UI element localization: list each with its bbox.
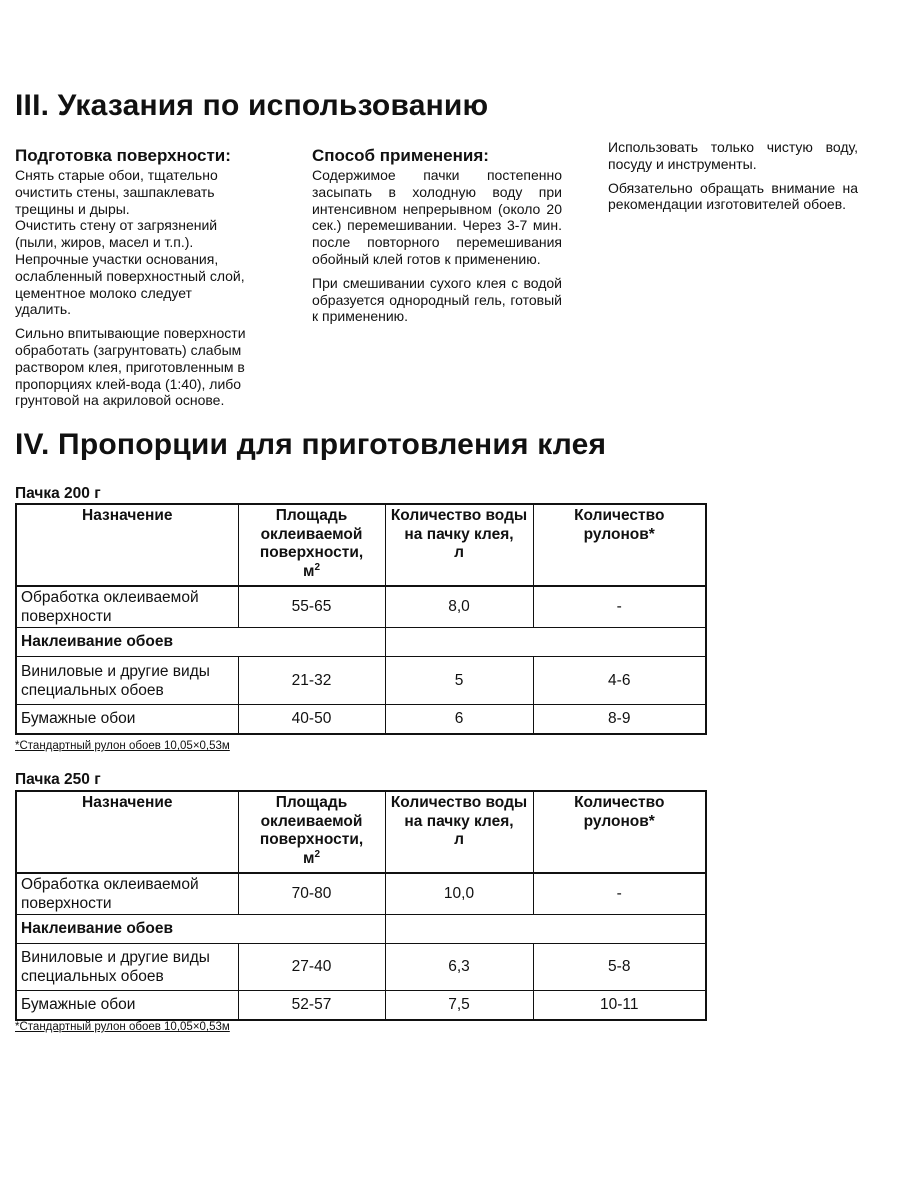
header-area-sup: 2 — [314, 848, 321, 860]
header-rolls: Количество рулонов* — [533, 791, 706, 873]
header-water — [385, 791, 533, 873]
table-row — [16, 944, 706, 991]
application-method-heading: Способ применения: — [312, 146, 489, 165]
pack-250-footnote: *Стандартный рулон обоев 10,05×0,53м — [15, 1021, 230, 1033]
row-rolls: - — [533, 586, 706, 628]
table-row — [16, 586, 706, 628]
application-method-column — [312, 146, 562, 332]
text-line: цементное молоко следует — [15, 284, 192, 301]
row-water: 6 — [385, 705, 533, 734]
pack-250-table — [15, 790, 707, 1021]
text-line: Сильно впитывающие поверхности — [15, 325, 246, 342]
surface-prep-p3 — [15, 251, 280, 318]
pack-250-title: Пачка 250 г — [15, 771, 101, 788]
notes-p2: Обязательно обращать внимание на рекомендации изготовителей обоев. — [608, 179, 858, 213]
header-water-label: Количество воды на пачку клея, — [390, 794, 528, 830]
empty-cell — [385, 915, 706, 944]
notes-column — [608, 139, 858, 220]
row-rolls: 10-11 — [533, 991, 706, 1020]
row-name: Бумажные обои — [16, 705, 238, 734]
table-row — [16, 657, 706, 705]
header-water-label: Количество воды на пачку клея, — [390, 507, 528, 543]
table-header-row — [16, 504, 706, 586]
table-section-row — [16, 915, 706, 944]
text-line: ослабленный поверхностный слой, — [15, 267, 245, 284]
empty-cell — [385, 628, 706, 657]
header-area-sup: 2 — [314, 561, 321, 573]
surface-prep-p4 — [15, 325, 280, 409]
notes-p1: Использовать только чистую воду, посуду и инструменты. — [608, 139, 858, 172]
surface-prep-heading: Подготовка поверхности: — [15, 146, 231, 165]
text-line: трещины и дыры. — [15, 200, 130, 217]
row-name: Обработка оклеиваемой поверхности — [16, 586, 238, 628]
section-label: Наклеивание обоев — [16, 628, 385, 657]
header-purpose: Назначение — [16, 791, 238, 873]
application-method-p2: При смешивании сухого клея с водой образуется однородный гель, готовый к применению. — [312, 274, 562, 325]
header-water — [385, 504, 533, 586]
header-rolls: Количество рулонов* — [533, 504, 706, 586]
text-line: Очистить стену от загрязнений — [15, 217, 218, 234]
row-rolls: 8-9 — [533, 705, 706, 734]
row-area: 27-40 — [238, 944, 385, 991]
header-area-unit: м — [302, 849, 315, 867]
text-line: (пыли, жиров, масел и т.п.). — [15, 234, 194, 251]
header-water-unit: л — [454, 544, 464, 561]
pack-200-footnote: *Стандартный рулон обоев 10,05×0,53м — [15, 740, 230, 752]
table-row — [16, 705, 706, 734]
row-area: 70-80 — [238, 873, 385, 915]
row-name: Виниловые и другие виды специальных обоев — [16, 944, 238, 991]
row-rolls: 4-6 — [533, 657, 706, 705]
table-header-row — [16, 791, 706, 873]
text-line: раствором клея, приготовленным в — [15, 358, 245, 375]
section-3-title: III. Указания по использованию — [15, 89, 489, 122]
row-name: Виниловые и другие виды специальных обоев — [16, 657, 238, 705]
surface-prep-p1 — [15, 167, 280, 217]
text-line: очистить стены, зашпаклевать — [15, 183, 215, 200]
text-line: грунтовой на акриловой основе. — [15, 392, 225, 409]
row-rolls: - — [533, 873, 706, 915]
row-water: 5 — [385, 657, 533, 705]
application-method-p1: Содержимое пачки постепенно засыпать в холодную воду при интенсивном непрерывном (около 20 сек.) перемешивании. Через 3-7 мин. после повторного перемешивания обойный клей готов к применению. — [312, 167, 562, 267]
row-area: 52-57 — [238, 991, 385, 1020]
header-area-label: Площадь оклеиваемой поверхности, — [259, 794, 364, 848]
row-water: 10,0 — [385, 873, 533, 915]
row-name: Обработка оклеиваемой поверхности — [16, 873, 238, 915]
text-line: пропорциях клей-вода (1:40), либо — [15, 375, 242, 392]
pack-200-title: Пачка 200 г — [15, 485, 101, 502]
header-area-label: Площадь оклеиваемой поверхности, — [259, 507, 364, 561]
surface-prep-p2 — [15, 217, 280, 251]
row-rolls: 5-8 — [533, 944, 706, 991]
table-row — [16, 991, 706, 1020]
text-line: Снять старые обои, тщательно — [15, 167, 218, 183]
text-line: Непрочные участки основания, — [15, 250, 219, 267]
row-water: 7,5 — [385, 991, 533, 1020]
text-line: обработать (загрунтовать) слабым — [15, 341, 242, 358]
section-label: Наклеивание обоев — [16, 915, 385, 944]
row-area: 40-50 — [238, 705, 385, 734]
header-area-unit: м — [302, 562, 315, 580]
table-section-row — [16, 628, 706, 657]
header-water-unit: л — [454, 831, 464, 848]
header-purpose: Назначение — [16, 504, 238, 586]
row-area: 21-32 — [238, 657, 385, 705]
text-line: удалить. — [15, 301, 72, 318]
row-name: Бумажные обои — [16, 991, 238, 1020]
header-area — [238, 791, 385, 873]
header-area — [238, 504, 385, 586]
row-water: 8,0 — [385, 586, 533, 628]
section-4-title: IV. Пропорции для приготовления клея — [15, 428, 607, 461]
row-area: 55-65 — [238, 586, 385, 628]
table-row — [16, 873, 706, 915]
surface-prep-column — [15, 146, 280, 416]
row-water: 6,3 — [385, 944, 533, 991]
pack-200-table — [15, 503, 707, 735]
